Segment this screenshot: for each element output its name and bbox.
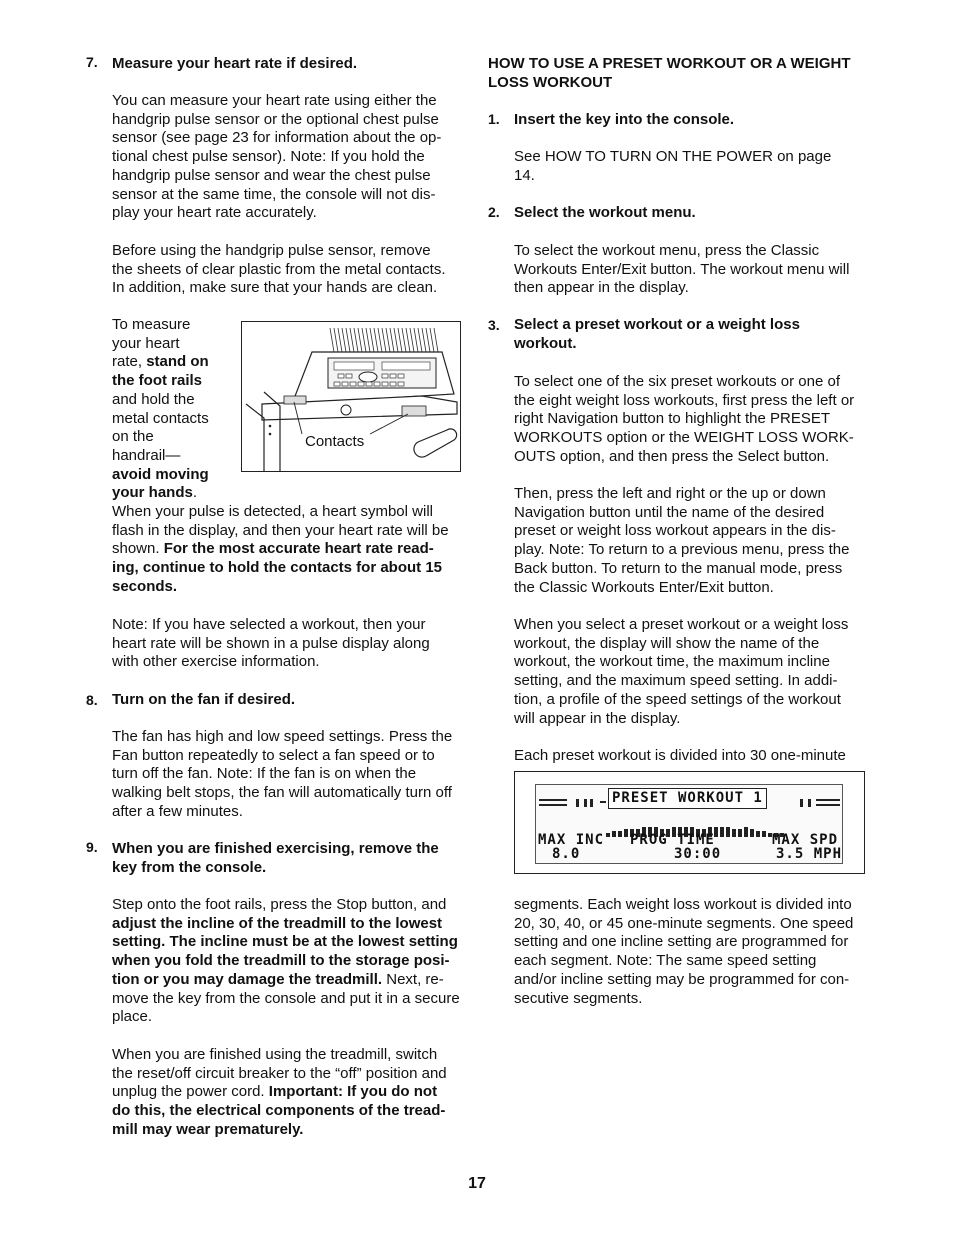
text-line: Then, press the left and right or the up or down (514, 485, 826, 502)
text-line: In addition, make sure that your hands are clean. (112, 279, 438, 297)
text-line: Select a preset workout or a weight loss (514, 316, 800, 333)
text-line: workout, the display will show the name of the (514, 634, 820, 652)
text-line: workout, the workout time, the maximum incline (514, 653, 830, 671)
step-8-number: 8. (86, 692, 98, 708)
text-line: handrail— (112, 446, 181, 464)
text-line: Fan button repeatedly to select a fan speed or to (112, 746, 435, 764)
text-line: move the key from the console and put it in a secure (112, 989, 460, 1007)
page-number: 17 (468, 1175, 486, 1192)
text-line: 14. (514, 166, 535, 184)
step-8-paragraph-1 (112, 728, 452, 822)
section-heading (488, 55, 851, 92)
text-line: Before using the handgrip pulse sensor, remove (112, 242, 431, 259)
text-line: play. Note: To return to a previous menu, press the (514, 541, 850, 559)
text-line (112, 353, 209, 372)
text-line: your heart (112, 334, 180, 352)
lcd-workout-title: PRESET WORKOUT 1 (608, 788, 767, 809)
text-line: place. (112, 1008, 153, 1026)
text-run-bold: For the most accurate heart rate read- (163, 540, 434, 558)
text-line: setting, and the maximum speed setting. In addi- (514, 672, 838, 690)
step-1-number: 1. (488, 111, 500, 127)
text-run: unplug the power cord. (112, 1083, 269, 1101)
text-line: Workouts Enter/Exit button. The workout menu will (514, 260, 850, 278)
text-line: You can measure your heart rate using either the (112, 92, 437, 109)
text-line: OUTS option, and then press the Select button. (514, 447, 830, 465)
text-line: Each preset workout is divided into 30 one-minute (514, 747, 846, 764)
text-line: To select the workout menu, press the Classic (514, 242, 820, 259)
step-3-number: 3. (488, 317, 500, 333)
text-line: Navigation button until the name of the desired (514, 503, 825, 521)
text-line: The fan has high and low speed settings. Press the (112, 728, 453, 745)
text-line (112, 1083, 447, 1102)
step-9-paragraph-1 (112, 896, 460, 1027)
lcd-max-speed-label: MAX SPD (772, 832, 839, 848)
lcd-program-time-label: PROG TIME (630, 832, 715, 848)
text-line (112, 484, 209, 503)
step-3-paragraph-4 (514, 747, 846, 766)
text-line: setting. The incline must be at the lowest setting (112, 933, 458, 951)
text-line: When you select a preset workout or a weight loss (514, 616, 849, 633)
step-9-heading (112, 840, 439, 877)
text-line: preset or weight loss workout appears in the dis- (514, 522, 836, 540)
lcd-max-incline-value: 8.0 (552, 846, 581, 862)
text-line: the sheets of clear plastic from the metal contacts. (112, 260, 446, 278)
lcd-program-time-value: 30:00 (674, 846, 722, 862)
text-line: workout. (514, 334, 577, 352)
text-line: metal contacts (112, 409, 209, 427)
text-line: To measure (112, 316, 191, 333)
text-line: secutive segments. (514, 989, 643, 1007)
text-line: turn off the fan. Note: If the fan is on when the (112, 765, 417, 783)
text-run-bold: your hands (112, 484, 193, 502)
step-7-paragraph-5 (112, 616, 430, 672)
text-line: When you are finished using the treadmill, switch (112, 1046, 438, 1063)
text-line: key from the console. (112, 858, 267, 876)
step-2-paragraph-1 (514, 242, 849, 298)
text-run: . (192, 484, 198, 502)
lcd-max-incline-label: MAX INC (538, 832, 605, 848)
text-line: sensor (see page 23 for information about the op- (112, 129, 442, 147)
text-line: after a few minutes. (112, 802, 243, 820)
step-7-paragraph-1 (112, 92, 441, 223)
text-line: and/or incline setting may be programmed for con- (514, 970, 850, 988)
step-3-heading (514, 316, 800, 353)
text-line: play your heart rate accurately. (112, 204, 317, 222)
text-line: mill may wear prematurely. (112, 1120, 304, 1138)
text-line: the Classic Workouts Enter/Exit button. (514, 578, 774, 596)
step-7-paragraph-3 (112, 316, 209, 503)
lcd-screen (535, 784, 843, 864)
step-2-heading: Select the workout menu. (514, 204, 696, 221)
text-line: the foot rails (112, 372, 203, 390)
text-line: handgrip pulse sensor and wear the chest pulse (112, 166, 431, 184)
text-line: flash in the display, and then your heart rate will be (112, 521, 449, 539)
text-line: tional chest pulse sensor). Note: If you hold the (112, 148, 425, 166)
text-line: on the (112, 428, 154, 446)
text-line: then appear in the display. (514, 279, 689, 297)
text-line: To select one of the six preset workouts or one of (514, 373, 841, 390)
text-line: right Navigation button to highlight the PRESET (514, 410, 831, 428)
text-line: with other exercise information. (112, 653, 320, 671)
text-line: avoid moving (112, 465, 209, 483)
contacts-callout-label: Contacts (305, 433, 365, 450)
text-line: Step onto the foot rails, press the Stop button, and (112, 896, 447, 913)
text-line (112, 540, 449, 559)
text-line: the eight weight loss workouts, first press the left or (514, 391, 855, 409)
text-line: and hold the (112, 390, 195, 408)
console-contacts-illustration (241, 321, 461, 472)
step-9-paragraph-2 (112, 1046, 447, 1140)
text-line: ing, continue to hold the contacts for about 15 (112, 559, 442, 577)
step-7-heading: Measure your heart rate if desired. (112, 55, 358, 72)
text-line (112, 971, 460, 990)
text-run-bold: Important: If you do not (268, 1083, 438, 1101)
text-run: rate, (112, 353, 147, 371)
step-2-number: 2. (488, 204, 500, 220)
text-line: Note: If you have selected a workout, then your (112, 616, 426, 633)
text-line: tion, a profile of the speed settings of the workout (514, 690, 841, 708)
text-run: shown. (112, 540, 164, 558)
text-run: Next, re- (382, 970, 444, 988)
text-line: WORKOUTS option or the WEIGHT LOSS WORK- (514, 429, 854, 447)
text-line: 20, 30, 40, or 45 one-minute segments. One speed (514, 914, 854, 932)
step-3-paragraph-3 (514, 616, 848, 728)
text-line: seconds. (112, 577, 178, 595)
text-line: will appear in the display. (514, 709, 681, 727)
text-line: setting and one incline setting are programmed for (514, 933, 849, 951)
text-line: adjust the incline of the treadmill to the lowest (112, 914, 443, 932)
text-line: do this, the electrical components of the tread- (112, 1102, 446, 1120)
lcd-max-speed-value: 3.5 MPH (776, 846, 843, 862)
text-line: When your pulse is detected, a heart symbol will (112, 503, 433, 520)
text-run-bold: tion or you may damage the treadmill. (112, 970, 383, 988)
step-1-heading: Insert the key into the console. (514, 111, 735, 128)
step-1-paragraph-1 (514, 148, 831, 185)
text-line: heart rate will be shown in a pulse display along (112, 634, 430, 652)
step-3-paragraph-1 (514, 373, 854, 467)
text-line: walking belt stops, the fan will automatically turn off (112, 784, 452, 802)
step-7-paragraph-4 (112, 503, 449, 597)
step-7-paragraph-2 (112, 242, 446, 298)
step-3-paragraph-5 (514, 896, 853, 1008)
preset-workout-display-illustration (514, 771, 865, 874)
text-line: when you fold the treadmill to the storage posi- (112, 952, 450, 970)
text-line: When you are finished exercising, remove the (112, 840, 439, 857)
text-line: HOW TO USE A PRESET WORKOUT OR A WEIGHT (488, 55, 851, 72)
step-3-paragraph-2 (514, 485, 849, 597)
text-line: LOSS WORKOUT (488, 73, 613, 91)
text-line: sensor at the same time, the console will not dis- (112, 185, 436, 203)
step-9-number: 9. (86, 839, 98, 855)
text-line: segments. Each weight loss workout is divided into (514, 896, 852, 913)
step-8-heading: Turn on the fan if desired. (112, 691, 296, 708)
text-line: the reset/off circuit breaker to the “off” position and (112, 1064, 447, 1082)
text-line: handgrip pulse sensor or the optional chest pulse (112, 110, 439, 128)
text-run-bold: stand on (146, 353, 209, 371)
text-line: Back button. To return to the manual mode, press (514, 559, 843, 577)
text-line: See HOW TO TURN ON THE POWER on page (514, 148, 832, 165)
text-line: each segment. Note: The same speed setting (514, 952, 817, 970)
step-7-number: 7. (86, 54, 98, 70)
